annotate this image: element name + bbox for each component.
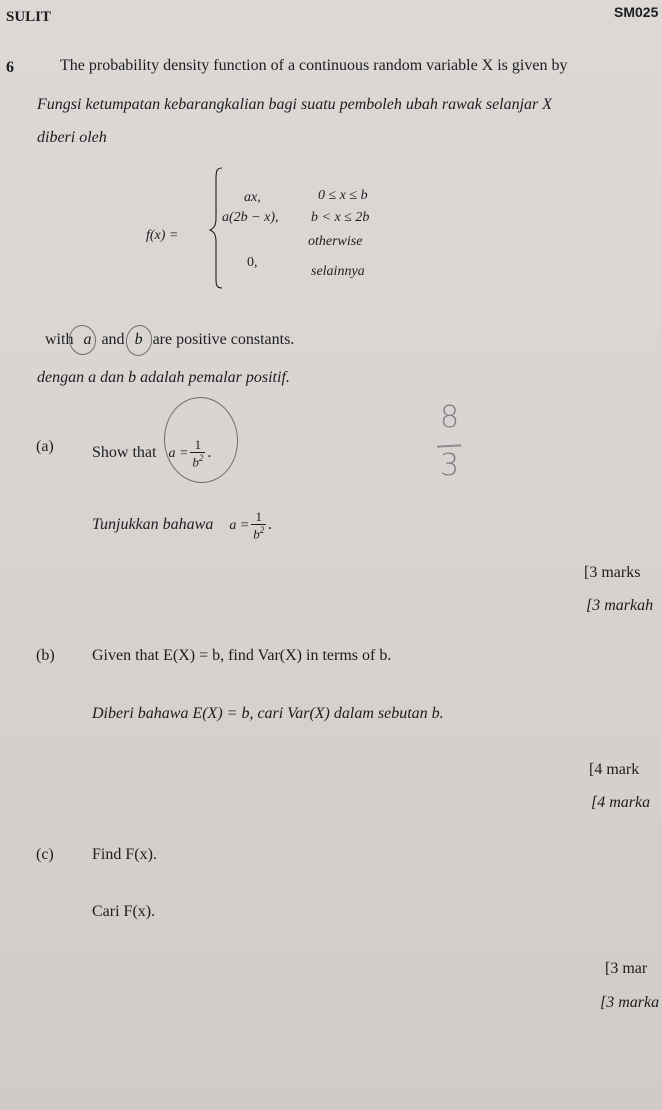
part-c-malay: Cari F(x). bbox=[92, 903, 156, 920]
part-a-marks-malay: [3 markah bbox=[586, 597, 654, 614]
pdf-brace bbox=[208, 164, 232, 290]
part-a-den-base: b bbox=[192, 454, 199, 470]
part-a-label: (a) bbox=[36, 438, 54, 455]
part-a-malay-numerator: 1 bbox=[255, 509, 263, 524]
header-code: SM025 bbox=[614, 4, 659, 20]
part-a-marks-en-text: [3 marks bbox=[584, 564, 641, 581]
part-a-marks-english bbox=[584, 564, 640, 582]
part-a-malay-denominator bbox=[251, 524, 266, 540]
part-b-label: (b) bbox=[36, 647, 55, 664]
constants-with: with bbox=[45, 331, 74, 348]
intro-english: The probability density function of a continuous random variable X is given by bbox=[60, 57, 568, 74]
constants-malay: dengan a dan b adalah pemalar positif. bbox=[37, 369, 290, 386]
constant-a: a bbox=[83, 331, 92, 348]
header-sulit: SULIT bbox=[6, 9, 52, 25]
part-a-equation-lhs: a = bbox=[168, 445, 189, 461]
part-a-den-exponent: 2 bbox=[198, 453, 204, 463]
constant-b: b bbox=[134, 331, 143, 348]
part-a-malay-end: . bbox=[268, 515, 273, 533]
pdf-case1-condition: 0 ≤ x ≤ b bbox=[318, 188, 368, 203]
pdf-case2-condition: b < x ≤ 2b bbox=[311, 210, 370, 225]
intro-malay-line1: Fungsi ketumpatan kebarangkalian bagi suatu pemboleh ubah rawak selanjar X bbox=[37, 96, 553, 113]
pencil-circle-b bbox=[124, 323, 155, 358]
pdf-case1-expression: ax, bbox=[244, 190, 261, 205]
pencil-circle-a bbox=[67, 323, 98, 356]
constants-positive: are positive constants. bbox=[152, 331, 295, 348]
part-a-equation-end: . bbox=[207, 443, 212, 461]
pdf-case3-condition-malay: selainnya bbox=[311, 264, 365, 279]
part-a-malay bbox=[92, 510, 272, 540]
part-a-malay-den-base: b bbox=[253, 526, 260, 542]
part-a-malay-den-exponent: 2 bbox=[259, 525, 265, 535]
pdf-case3-expression: 0, bbox=[247, 255, 258, 270]
part-b-malay: Diberi bahawa E(X) = b, cari Var(X) dalam sebutan b. bbox=[92, 705, 444, 722]
part-a-malay-lhs: a = bbox=[229, 517, 250, 533]
part-a-tunjukkan: Tunjukkan bahawa bbox=[92, 515, 214, 533]
handwritten-numerator: 8 bbox=[440, 400, 460, 435]
pdf-case3-condition-english: otherwise bbox=[308, 234, 363, 249]
pdf-lhs: f(x) = bbox=[146, 228, 179, 243]
part-a-fraction-numerator: 1 bbox=[194, 437, 202, 452]
constants-and: and bbox=[101, 331, 125, 348]
question-number: 6 bbox=[6, 59, 14, 76]
part-c-marks-english: [3 mar bbox=[605, 960, 648, 977]
part-c-english: Find F(x). bbox=[92, 846, 157, 863]
part-c-label: (c) bbox=[36, 846, 54, 863]
part-a-malay-fraction bbox=[251, 510, 266, 540]
part-b-marks-english: [4 mark bbox=[589, 761, 640, 778]
part-c-marks-malay: [3 marka bbox=[600, 994, 660, 1011]
part-a-show-that: Show that bbox=[92, 443, 157, 461]
pencil-circle-equation bbox=[161, 395, 241, 486]
pdf-case2-expression: a(2b − x), bbox=[222, 210, 279, 225]
intro-malay-line2: diberi oleh bbox=[37, 129, 107, 146]
part-b-marks-malay: [4 marka bbox=[591, 794, 651, 811]
handwritten-denominator: 3 bbox=[440, 448, 460, 483]
part-b-english: Given that E(X) = b, find Var(X) in terms of b. bbox=[92, 647, 392, 664]
